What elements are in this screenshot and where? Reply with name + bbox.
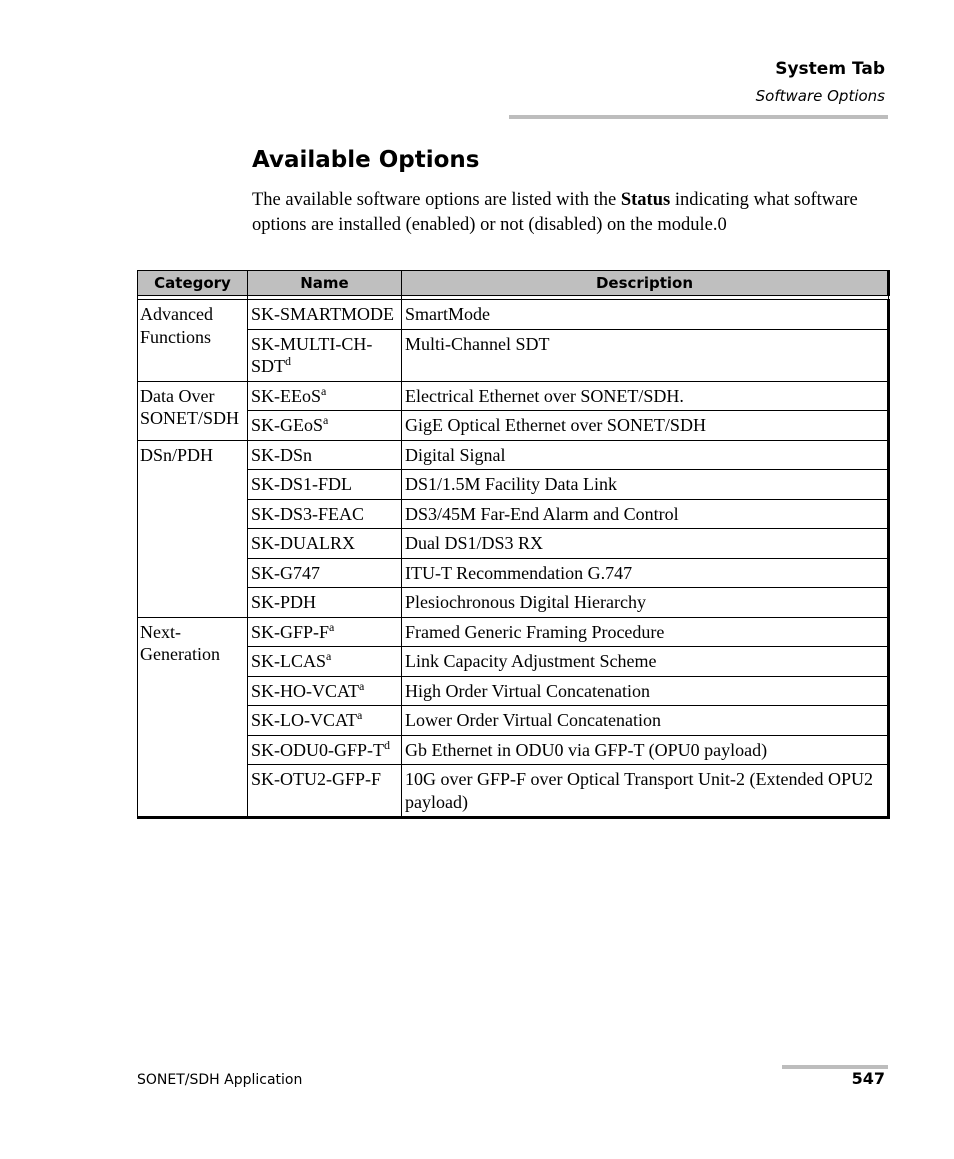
option-name: SK-EEoS (251, 385, 322, 406)
option-name: SK-LO-VCAT (251, 710, 357, 730)
option-name: SK-SMARTMODE (251, 304, 394, 324)
table-row (138, 765, 889, 818)
table-row (138, 470, 889, 500)
header-category: Category (138, 271, 248, 296)
option-description-cell: Gb Ethernet in ODU0 via GFP-T (OPU0 payload) (402, 735, 889, 765)
footnote-marker: a (323, 413, 329, 427)
option-name-cell (248, 588, 402, 618)
option-name-cell (248, 676, 402, 706)
section-title: Available Options (252, 147, 480, 173)
option-name: SK-LCAS (251, 651, 327, 671)
option-name: SK-DS3-FEAC (251, 503, 365, 524)
option-description-cell: DS1/1.5M Facility Data Link (402, 470, 889, 500)
category-cell: Advanced Functions (138, 300, 248, 382)
table-row (138, 529, 889, 559)
option-description-cell: Link Capacity Adjustment Scheme (402, 647, 889, 677)
option-name: SK-ODU0-GFP-T (251, 739, 385, 760)
footer-document-title: SONET/SDH Application (137, 1072, 303, 1088)
header-name: Name (248, 271, 402, 296)
table-header-row (138, 271, 889, 296)
running-head-chapter: System Tab (775, 59, 885, 79)
intro-paragraph (252, 188, 892, 237)
option-description-cell: Plesiochronous Digital Hierarchy (402, 588, 889, 618)
table-row (138, 329, 889, 381)
option-name-cell (248, 329, 402, 381)
option-name: SK-DS1-FDL (251, 474, 353, 494)
option-name: SK-PDH (251, 592, 317, 612)
table-row (138, 676, 889, 706)
option-name: SK-MULTI-CH-SDT (251, 333, 373, 376)
table-row (138, 499, 889, 529)
option-name-cell (248, 381, 402, 411)
option-description-cell: ITU-T Recommendation G.747 (402, 558, 889, 588)
footnote-marker: a (357, 708, 363, 722)
table-body (138, 296, 889, 818)
option-name-cell (248, 735, 402, 765)
option-description-cell: High Order Virtual Concatenation (402, 676, 889, 706)
option-description-cell: 10G over GFP-F over Optical Transport Unit-2 (Extended OPU2 payload) (402, 765, 889, 818)
option-name: SK-DSn (251, 444, 313, 465)
options-table (137, 270, 890, 819)
table-row (138, 381, 889, 411)
option-description-cell: SmartMode (402, 300, 889, 330)
footnote-marker: d (384, 737, 391, 752)
table-row (138, 706, 889, 736)
option-name: SK-DUALRX (251, 533, 356, 553)
footnote-marker: a (329, 619, 335, 634)
option-description-cell: Multi-Channel SDT (402, 329, 889, 381)
table-row (138, 300, 889, 330)
option-description-cell: Dual DS1/DS3 RX (402, 529, 889, 559)
option-name-cell (248, 706, 402, 736)
option-name-cell (248, 765, 402, 818)
running-head-section: Software Options (755, 87, 885, 105)
intro-text-before: The available software options are listed with the (252, 190, 621, 210)
option-name: SK-GFP-F (251, 621, 330, 642)
option-name-cell (248, 647, 402, 677)
table-row (138, 440, 889, 470)
table-row (138, 558, 889, 588)
option-name-cell (248, 617, 402, 647)
option-description-cell: DS3/45M Far-End Alarm and Control (402, 499, 889, 529)
option-name-cell (248, 470, 402, 500)
option-name: SK-G747 (251, 562, 321, 583)
table-row (138, 647, 889, 677)
running-head (756, 57, 885, 107)
table-row (138, 735, 889, 765)
option-description-cell: Framed Generic Framing Procedure (402, 617, 889, 647)
category-cell: DSn/PDH (138, 440, 248, 617)
option-description-cell: Lower Order Virtual Concatenation (402, 706, 889, 736)
option-name-cell (248, 300, 402, 330)
option-description-cell: Electrical Ethernet over SONET/SDH. (402, 381, 889, 411)
table-row (138, 617, 889, 647)
header-rule (509, 115, 888, 119)
footnote-marker: d (285, 354, 292, 368)
page-number: 547 (851, 1069, 885, 1088)
table-row (138, 411, 889, 441)
option-description-cell: GigE Optical Ethernet over SONET/SDH (402, 411, 889, 441)
category-cell: Next-Generation (138, 617, 248, 818)
intro-bold-status: Status (620, 190, 671, 210)
header-description: Description (402, 271, 889, 296)
option-name-cell (248, 440, 402, 470)
intro-text-after: indicating what software options are installed (enabled) or not (disabled) on the module.0 (252, 190, 858, 235)
footnote-marker: a (321, 383, 327, 398)
category-cell: Data Over SONET/SDH (138, 381, 248, 440)
option-name-cell (248, 411, 402, 441)
option-name-cell (248, 529, 402, 559)
option-name: SK-OTU2-GFP-F (251, 769, 382, 789)
option-name-cell (248, 499, 402, 529)
option-description-cell: Digital Signal (402, 440, 889, 470)
footnote-marker: a (359, 678, 365, 693)
footnote-marker: a (326, 649, 332, 663)
option-name: SK-GEoS (251, 415, 324, 435)
option-name: SK-HO-VCAT (251, 680, 359, 701)
table-row (138, 588, 889, 618)
option-name-cell (248, 558, 402, 588)
